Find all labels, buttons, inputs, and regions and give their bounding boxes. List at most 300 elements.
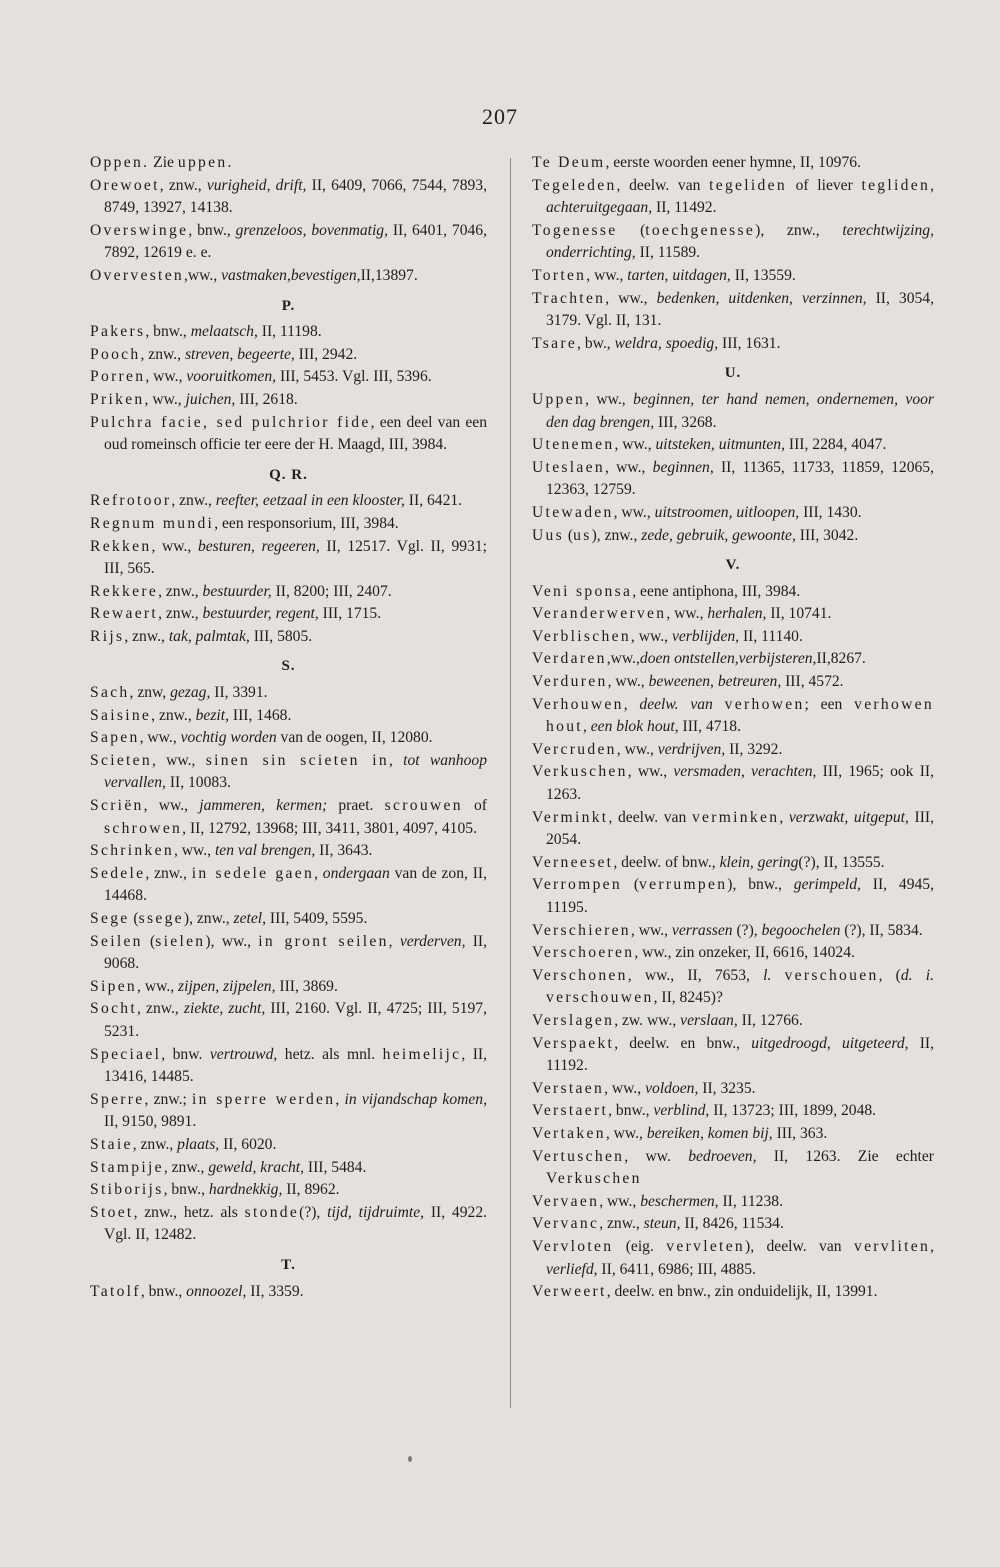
entry-text: , znw., [171,492,216,510]
entry-text: , deelw. van [608,808,692,826]
glossary-entry [90,1089,487,1134]
entry-text: ( [142,932,156,950]
headword: Speciael [90,1045,162,1063]
entry-text: , znw., [132,1135,178,1153]
entry-text: , ww., [613,503,655,521]
gloss-text: gerimpeld, [793,876,861,894]
entry-text: , ww., [616,740,658,758]
glossary-entry [532,920,934,943]
gloss-text: herhalen, [707,605,767,623]
gloss-text: vertrouwd, [209,1045,278,1063]
entry-text: II, 3391. [210,684,268,702]
entry-text: III, 2054. [546,808,935,849]
headword: Utenemen [532,436,615,454]
glossary-entry [532,581,934,604]
entry-text: , znw., [124,627,169,645]
entry-text: , znw., [159,176,207,194]
entry-text: , zw. ww., [614,1011,681,1029]
headword: stonde [244,1203,300,1221]
headword: tegeliden [709,176,787,194]
entry-text: III, 363. [772,1124,828,1142]
gloss-text: besturen, regeeren, [197,537,320,555]
headword: Sipen [90,977,138,995]
gloss-text: verzwakt, uitgeput, [788,808,909,826]
entry-text: van de zon, II, 14468. [104,864,487,905]
section-letter: T. [281,1256,296,1273]
glossary-entry [532,525,934,548]
gloss-text: tak, palmtak, [168,627,250,645]
glossary-entry [532,1033,934,1078]
headword: Rekkere [90,582,159,600]
headword: Vertaken [532,1124,606,1142]
gloss-text: streven, begeerte, [184,345,295,363]
entry-text: , znw., [140,345,185,363]
entry-text: , ww., [145,368,187,386]
entry-text: II,13897. [360,266,418,284]
glossary-entry [90,1134,487,1157]
entry-text: , ww., [607,673,649,691]
entry-text: hetz. als mnl. [277,1045,383,1063]
entry-text: , ww., [173,842,215,860]
glossary-entry [532,333,934,356]
entry-text: , een deel van een oud romeinsch officie ter eere der H. Maagd, III, 3984. [104,413,487,454]
headword: Pooch [90,345,141,363]
entry-text: ), znw., [591,526,642,544]
entry-text: , ww., [152,751,206,769]
entry-text: , ww., [614,436,656,454]
gloss-text: beginnen, [652,458,714,476]
headword: Refrotoor [90,492,172,510]
gloss-text: uitstroomen, uitloopen, [654,503,800,521]
gloss-text: verrassen [671,921,733,939]
headword: Utewaden [532,503,614,521]
headword: Overvesten [90,266,185,284]
entry-text: III, 1468. [228,706,292,724]
entry-text: II, 3643. [315,842,373,860]
entry-text: III, 3042. [795,526,859,544]
glossary-entry [532,1213,934,1236]
headword: Vervloten [532,1237,614,1255]
glossary-entry [532,1281,934,1304]
glossary-entry [90,366,487,389]
glossary-entry [90,513,487,536]
headword: Verrompen [532,876,622,894]
entry-text: II, 11198. [257,323,322,341]
entry-text: , [930,176,934,194]
glossary-entry [532,1123,934,1146]
glossary-entry [532,648,934,671]
entry-text: II, 9068. [104,932,488,973]
entry-text: , ww., [605,1124,647,1142]
glossary-entry [90,490,487,513]
gloss-text: l. [763,966,772,984]
headword: Stampije [90,1158,164,1176]
entry-text: ), znw., [183,910,234,927]
entry-text: , bnw., [145,323,191,341]
entry-text: II, 6020. [219,1135,277,1153]
headword: Oppen. [90,154,150,171]
section-letter: Q. R. [269,466,308,483]
headword: toechgenesse [645,221,756,239]
entry-text: , bw., [577,334,615,352]
glossary-entry [90,931,487,976]
glossary-entry [90,265,487,288]
glossary-entry [532,739,934,762]
headword: Verspaekt [532,1034,615,1052]
headword: Sedele [90,864,146,882]
headword: schrowen [104,819,183,837]
gloss-text: verdrijven, [657,740,726,758]
headword: Porren [90,368,146,386]
gloss-text: deelw. van [639,695,713,713]
headword: Staie [90,1135,133,1153]
headword: Vercruden [532,740,617,758]
entry-text: II, 6411, 6986; III, 4885. [597,1260,756,1278]
entry-text: , ww., [585,390,634,408]
entry-text: , znw., [151,706,196,724]
headword: us [573,526,592,544]
entry-text: II, 11192. [546,1034,935,1075]
entry-text: , [314,864,323,882]
headword: verschouwen [546,989,654,1007]
glossary-entry [90,976,487,999]
gloss-text: achteruitgegaan, [546,199,653,217]
headword: Stoet [90,1203,134,1221]
glossary-entry [532,1191,934,1214]
gloss-text: uitgedroogd, uitgeteerd, [751,1034,909,1052]
headword: Pulchra facie, sed pulchrior fide [90,413,371,431]
headword: Seilen [90,932,143,950]
entry-text: , znw., [599,1215,644,1233]
entry-text: , [388,932,400,950]
headword: sinen sin scieten in [205,751,389,769]
gloss-text: zijpen, zijpelen, [178,977,276,995]
glossary-entry [90,908,487,931]
entry-text [771,967,784,984]
entry-text: III, 1965; ook II, 1263. [546,763,934,804]
gloss-text: gezag, [170,684,211,702]
entry-text: II, 8426, 11534. [680,1215,784,1233]
entry-text: , een responsorium, III, 3984. [214,514,399,532]
entry-text: ), deelw. van [745,1237,854,1255]
gloss-text: reefter, eetzaal in een klooster, [215,492,405,510]
glossary-entry [532,288,934,333]
gloss-text: verblijden, [671,627,740,645]
gloss-text: vochtig worden [180,729,277,747]
headword: Verslagen [532,1011,615,1029]
headword: in gront seilen [258,932,389,950]
headword: Verminkt [532,808,609,826]
entry-text: III, 3869. [275,977,338,995]
entry-text: ; een [804,695,855,713]
entry-text: , eene antiphona, III, 3984. [632,582,801,600]
headword: Socht [90,1000,138,1018]
entry-text: II, 6401, 7046, 7892, 12619 e. e. [104,221,488,262]
headword: Togenesse [532,221,618,239]
gloss-text: verderven, [399,932,466,950]
entry-text: van de oogen, II, 12080. [276,729,433,747]
headword: verhowen [724,695,805,713]
entry-text: ), bnw., [727,876,794,894]
entry-text: , znw., [145,864,192,882]
gloss-text: geweld, kracht, [208,1158,305,1176]
entry-text: , znw., hetz. als [133,1203,245,1221]
entry-text: , ww., [604,458,653,476]
headword: Sapen [90,729,140,747]
entry-text: , znw.; [144,1090,193,1108]
section-letter: P. [281,297,296,314]
entry-text: , ww., [627,763,674,781]
gloss-text: bestuurder, regent, [202,605,319,623]
headword: heimelijc [382,1045,462,1063]
entry-text: (?), II, 13555. [798,853,885,871]
entry-text: ,ww., [184,266,222,284]
entry-text: , [388,751,404,769]
glossary-entry [90,1157,487,1180]
entry-text: II, 12766. [737,1011,803,1029]
entry-text: ), znw., [755,221,843,239]
entry-text: , ww., [151,537,198,555]
entry-text: II, 9150, 9891. [104,1113,197,1131]
entry-text: , znw., [163,1158,209,1176]
headword: Verkuschen [546,1170,642,1188]
glossary-entry [90,412,487,457]
gloss-text: een blok hout, [590,718,679,736]
glossary-entry [90,321,487,344]
glossary-entry [90,581,487,604]
entry-text: III, 5453. Vgl. III, 5396. [276,368,432,386]
entry-text: II, 10083. [165,774,231,792]
headword: vervliten [853,1237,931,1255]
entry-text: ), ww., [205,932,259,950]
gloss-text: beschermen, [640,1192,719,1210]
headword: Veranderwerven [532,605,667,623]
glossary-entry [90,1202,487,1247]
glossary-entry [90,536,487,581]
entry-text: ( [564,526,574,544]
entry-text: , ww., II, 7653, [627,966,764,984]
entry-text: II, 13559. [730,266,796,284]
headword: Verweert [532,1283,607,1301]
glossary-entry [532,502,934,525]
entry-text: , [623,695,640,713]
headword: Sege [90,910,130,927]
gloss-text: bedroeven, [688,1147,757,1165]
gloss-text: verslaan, [680,1011,738,1029]
glossary-entry [90,1179,487,1202]
entry-text: , ww., [143,797,200,815]
headword: Vertuschen [532,1147,625,1165]
headword: Uus [532,526,565,544]
entry-text: , ww., [139,729,181,747]
entry-text: , bnw. [161,1045,210,1063]
glossary-entry [532,942,934,965]
gloss-text: weldra, spoedig, [614,334,719,352]
entry-text: II, 11492. [652,199,717,217]
entry-text: praet. [327,797,385,815]
glossary-entry [532,965,934,1010]
glossary-entry [532,175,934,220]
glossary-entry [90,220,487,265]
headword: Overswinge [90,221,189,239]
entry-text: III, 2284, 4047. [785,436,887,454]
entry-text: III, 1715. [318,605,382,623]
entry-text: , deelw. van [616,176,710,194]
entry-text: ( [129,910,139,927]
glossary-entry [90,998,487,1043]
entry-text: , II, 12792, 13968; III, 3411, 3801, 4097, 4105. [182,819,477,837]
gloss-text: beginnen, ter hand nemen, ondernemen, voor den dag brengen, [546,390,934,431]
entry-text: , ww., [586,266,628,284]
entry-text: II, 10741. [766,605,832,623]
headword: verhowen hout [546,695,934,736]
headword: Trachten [532,289,606,307]
headword: Saisine [90,706,152,724]
glossary-entry [532,1146,934,1191]
entry-text: , ww. [624,1147,689,1165]
entry-text: II, 11140. [739,627,803,645]
entry-text: , ww., [604,1079,646,1097]
glossary-entry [532,671,934,694]
gloss-text: verliefd, [546,1260,598,1278]
entry-text: , znw., [158,582,203,600]
entry-text: , ww., [605,289,657,307]
gloss-text: zetel, [233,910,267,927]
gloss-text: zede, gebruik, gewoonte, [641,526,796,544]
entry-text [713,696,725,713]
headword: Scieten [90,751,152,769]
entry-text: (?), [299,1203,328,1221]
gloss-text: ziekte, zucht, [183,1000,266,1018]
headword: in sedele gaen [191,864,315,882]
gloss-text: plaats, [177,1135,220,1153]
glossary-entry [90,750,487,795]
gloss-text: begoochelen [761,921,841,939]
entry-text: , bnw., [140,1282,187,1300]
glossary-entry [532,694,934,739]
column-divider [510,158,511,1408]
gloss-text: melaatsch, [190,323,258,341]
entry-text: II, 8962. [282,1181,340,1199]
headword: Tegeleden [532,176,617,194]
glossary-entry [532,1078,934,1101]
gloss-text: doen ontstellen,verbijsteren, [639,650,817,668]
headword: Uppen [532,390,586,408]
headword: Te Deum [532,154,606,171]
entry-text: II, 6421. [404,492,463,510]
glossary-entry [532,807,934,852]
gloss-text: klein, gering [719,853,799,871]
entry-text: III, 1631. [718,334,781,352]
entry-text: III, 5409, 5595. [266,910,368,927]
headword: Verduren [532,673,608,691]
entry-text: , bnw., [608,1102,654,1120]
headword: Verschonen [532,966,628,984]
ink-speck [408,1456,412,1462]
entry-text: , ww., [630,921,672,939]
headword: in sperre werden [192,1090,336,1108]
entry-text: , ww., [599,1192,641,1210]
headword: Uteslaen [532,458,605,476]
gloss-text: grenzeloos, bovenmatig, [235,221,388,239]
entry-text: , znw., [158,605,203,623]
gloss-text: d. i. [900,966,934,984]
headword: Regnum mundi [90,514,215,532]
headword: Schrinken [90,842,174,860]
entry-text: III, 5484. [304,1158,367,1176]
headword: Verhouwen [532,695,624,713]
entry-text: , znw, [129,684,171,702]
entry-text: II, 3235. [698,1079,756,1097]
entry-text: , [779,808,789,826]
headword: Verstaen [532,1079,605,1097]
headword: verrumpen [639,876,728,894]
entry-text: (?), [732,921,762,939]
gloss-text: juichen, [185,390,236,408]
gloss-text: ondergaan [322,864,390,882]
glossary-entry [532,434,934,457]
page-number: 207 [482,104,518,129]
gloss-text: onnoozel, [186,1282,247,1300]
headword: Sach [90,684,130,702]
gloss-text: versmaden, verachten, [673,763,817,781]
entry-text: II, 12517. Vgl. II, 9931; III, 565. [104,537,487,578]
glossary-entry [532,457,934,502]
entry-text: of [462,797,487,815]
left-column [90,152,487,1303]
entry-text: II, 4945, 11195. [546,876,935,916]
glossary-entry [532,874,934,919]
entry-text: III, 2160. Vgl. II, 4725; III, 5197, 5231. [104,1000,487,1040]
glossary-entry [532,152,934,175]
entry-text: III, 4718. [678,718,742,736]
entry-text: III, 4572. [781,673,844,691]
headword: Rijs [90,627,125,645]
headword: Priken [90,390,145,408]
gloss-text: voldoen, [645,1079,699,1097]
entry-text: , ww., [630,627,672,645]
glossary-entry [532,852,934,875]
entry-text: II, 11589. [635,244,701,262]
entry-text: Zie [149,154,178,171]
gloss-text: vastmaken,bevestigen, [221,266,361,284]
gloss-text: tarten, uitdagen, [627,266,731,284]
gloss-text: tot wanhoop vervallen, [104,751,487,792]
entry-text: , [582,718,591,736]
glossary-entry [90,1044,487,1089]
entry-text: II, 11238. [718,1192,783,1210]
entry-text: III, 1430. [799,503,862,521]
glossary-entry [90,603,487,626]
gloss-text: verblind, [653,1102,710,1120]
headword: verminken [691,808,780,826]
glossary-entry [532,265,934,288]
entry-text: ( [617,221,646,239]
entry-text: , ww., [144,390,186,408]
headword: Scriën [90,797,144,815]
glossary-entry [532,220,934,265]
entry-text: , bnw., [163,1181,209,1199]
glossary-entry [90,727,487,750]
headword: Torten [532,266,587,284]
glossary-entry [532,603,934,626]
headword: tegliden [861,176,931,194]
entry-text: , ww., zin onzeker, II, 6616, 14024. [634,944,855,962]
entry-text: , deelw. of bnw., [613,853,720,871]
entry-text: , II, 13416, 14485. [104,1045,487,1086]
gloss-text: ten val brengen, [214,842,316,860]
entry-text: II, 13723; III, 1899, 2048. [709,1102,877,1120]
